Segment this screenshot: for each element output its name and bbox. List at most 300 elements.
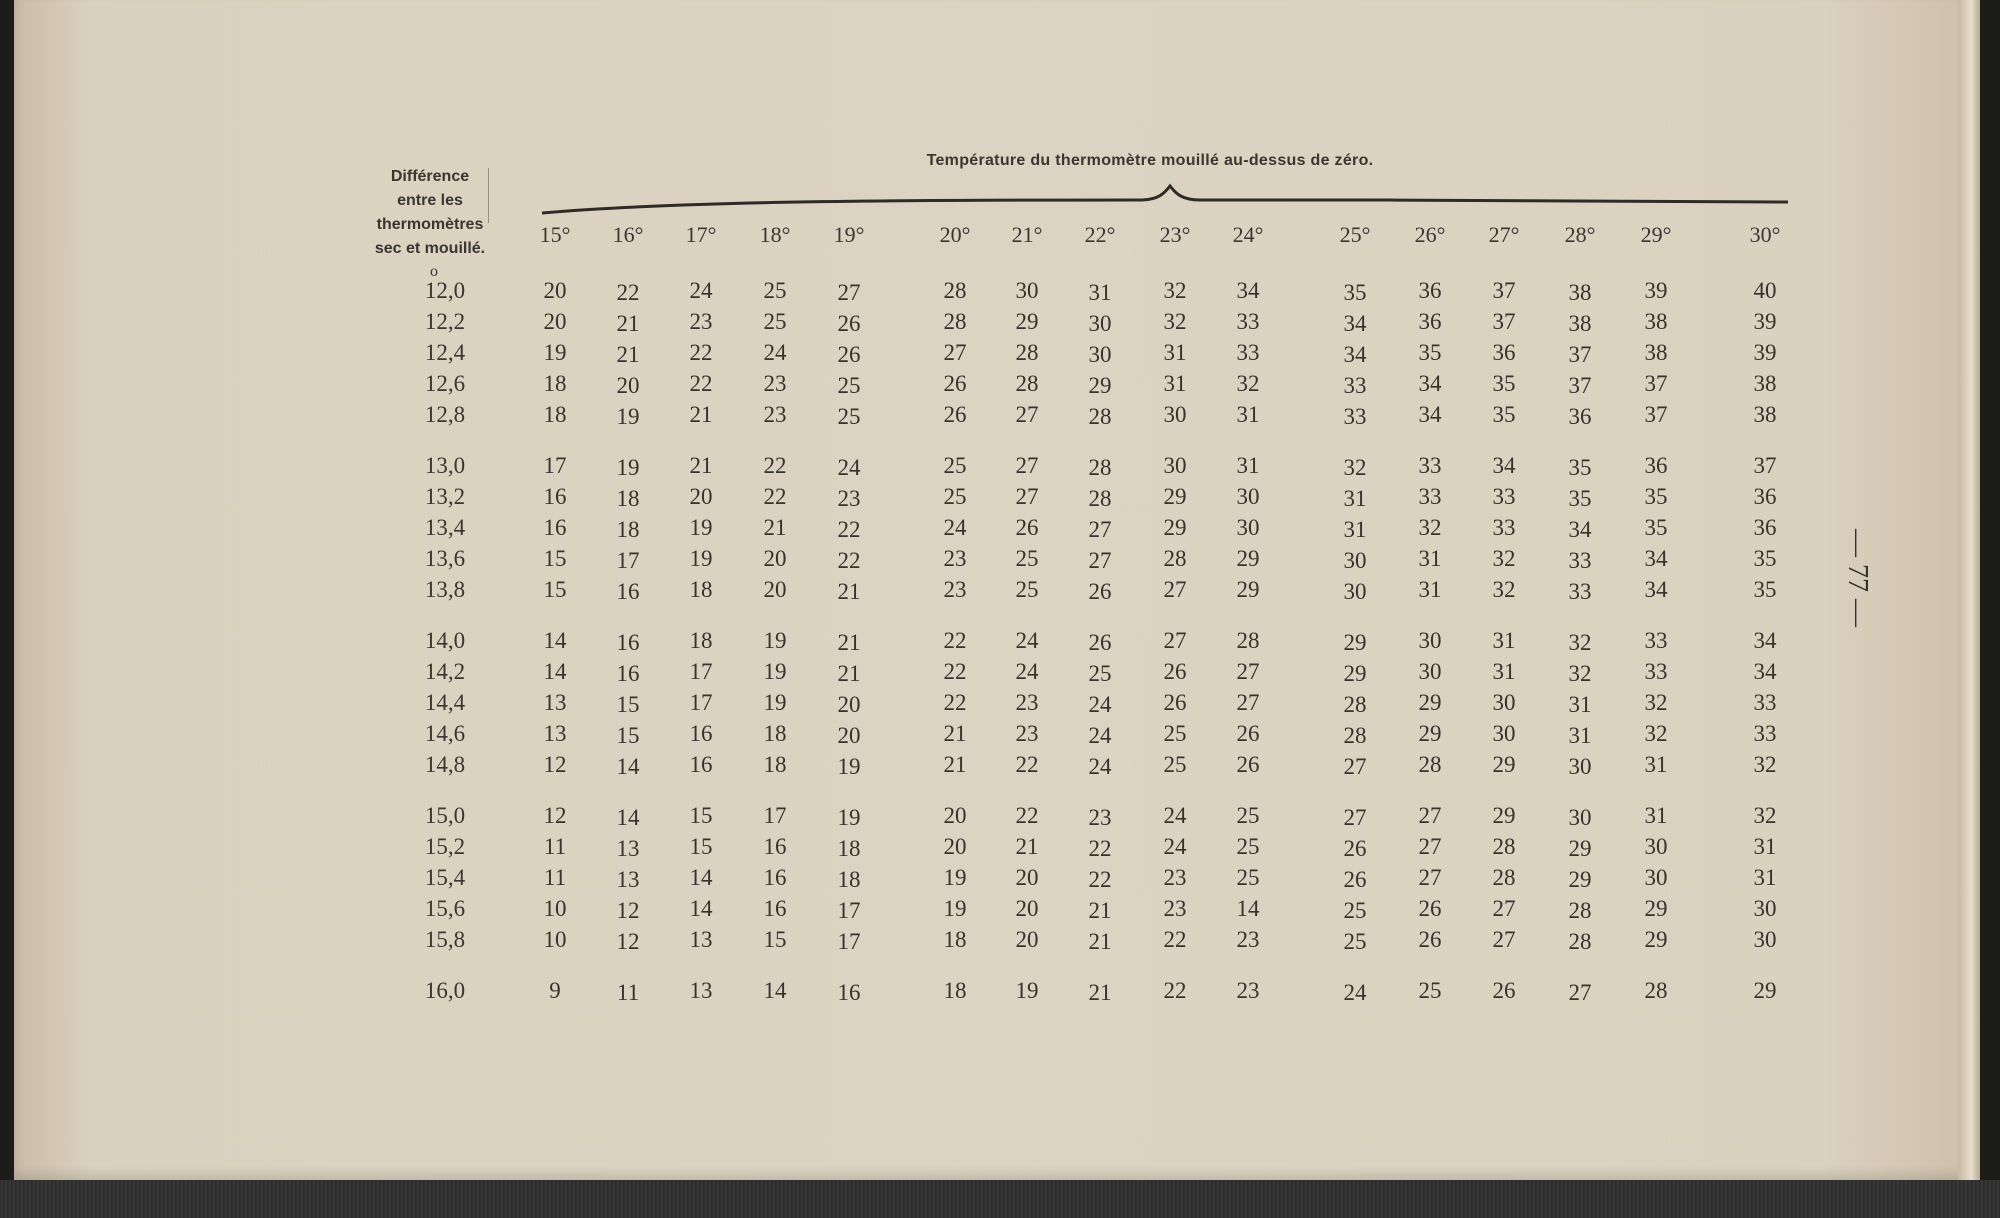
table-cell: 18 (543, 371, 567, 396)
table-cell: 33 (1753, 721, 1777, 746)
table-cell: 36 (1644, 453, 1668, 478)
table-cell: 31 (1343, 486, 1367, 511)
table-cell: 34 (1343, 342, 1367, 367)
table-cell: 32 (1163, 278, 1187, 303)
difference-value: 13,0 (424, 453, 466, 478)
table-cell: 37 (1644, 402, 1668, 427)
table-cell: 25 (837, 404, 861, 429)
table-cell: 31 (1644, 803, 1668, 828)
table-cell: 36 (1418, 309, 1442, 334)
table-cell: 13 (543, 690, 567, 715)
table-cell: 24 (943, 515, 967, 540)
table-cell: 17 (837, 929, 861, 954)
table-cell: 26 (837, 311, 861, 336)
table-cell: 27 (1418, 834, 1442, 859)
table-cell: 23 (1088, 805, 1112, 830)
table-cell: 30 (1088, 342, 1112, 367)
table-cell: 20 (1015, 865, 1039, 890)
table-cell: 28 (1568, 929, 1592, 954)
table-cell: 34 (1492, 453, 1516, 478)
table-cell: 21 (689, 402, 713, 427)
table-cell: 29 (1236, 546, 1260, 571)
table-cell: 17 (616, 548, 640, 573)
table-cell: 32 (1568, 630, 1592, 655)
table-cell: 27 (1418, 803, 1442, 828)
table-cell: 30 (1568, 754, 1592, 779)
table-cell: 27 (1343, 805, 1367, 830)
table-cell: 33 (1418, 453, 1442, 478)
table-cell: 28 (1568, 898, 1592, 923)
table-cell: 34 (1644, 577, 1668, 602)
table-cell: 22 (1163, 927, 1187, 952)
table-cell: 21 (943, 721, 967, 746)
table-cell: 30 (1088, 311, 1112, 336)
table-cell: 34 (1418, 371, 1442, 396)
difference-value: 12,2 (424, 309, 466, 334)
table-cell: 15 (616, 723, 640, 748)
table-cell: 25 (1418, 978, 1442, 1003)
table-cell: 14 (616, 805, 640, 830)
table-cell: 16 (616, 630, 640, 655)
table-cell: 23 (763, 371, 787, 396)
table-cell: 32 (1644, 721, 1668, 746)
table-cell: 13 (689, 978, 713, 1003)
table-cell: 25 (1236, 865, 1260, 890)
table-cell: 33 (1418, 484, 1442, 509)
table-cell: 29 (1418, 721, 1442, 746)
difference-value: 14,0 (424, 628, 466, 653)
difference-label-line-2: entre les (397, 192, 463, 209)
table-cell: 32 (1568, 661, 1592, 686)
temperature-header: 22° (1084, 222, 1116, 247)
table-cell: 29 (1015, 309, 1039, 334)
table-cell: 16 (763, 834, 787, 859)
table-cell: 25 (1163, 752, 1187, 777)
table-cell: 29 (1492, 803, 1516, 828)
table-cell: 32 (1492, 546, 1516, 571)
paper-page (14, 0, 1980, 1180)
table-cell: 30 (1418, 659, 1442, 684)
table-cell: 21 (1015, 834, 1039, 859)
table-cell: 26 (1163, 659, 1187, 684)
table-cell: 38 (1753, 371, 1777, 396)
table-cell: 18 (837, 867, 861, 892)
difference-value: 12,0 (424, 278, 466, 303)
table-cell: 20 (837, 723, 861, 748)
difference-column-header (330, 165, 530, 261)
table-cell: 36 (1753, 484, 1777, 509)
table-cell: 26 (1418, 927, 1442, 952)
difference-value: 14,8 (424, 752, 466, 777)
table-cell: 12 (616, 929, 640, 954)
table-cell: 16 (689, 721, 713, 746)
difference-value: 15,2 (424, 834, 466, 859)
table-cell: 19 (763, 628, 787, 653)
table-cell: 23 (1015, 721, 1039, 746)
temperature-header: 28° (1564, 222, 1596, 247)
table-cell: 29 (1236, 577, 1260, 602)
table-cell: 28 (1343, 692, 1367, 717)
table-cell: 13 (689, 927, 713, 952)
table-cell: 19 (943, 896, 967, 921)
table-cell: 28 (1492, 865, 1516, 890)
temperature-header: 23° (1159, 222, 1191, 247)
table-cell: 14 (763, 978, 787, 1003)
table-cell: 27 (1492, 896, 1516, 921)
temperature-header: 29° (1640, 222, 1672, 247)
table-cell: 22 (689, 371, 713, 396)
table-cell: 35 (1753, 577, 1777, 602)
table-cell: 13 (616, 836, 640, 861)
table-cell: 32 (1343, 455, 1367, 480)
table-cell: 36 (1492, 340, 1516, 365)
table-cell: 23 (837, 486, 861, 511)
table-cell: 37 (1492, 278, 1516, 303)
table-cell: 35 (1492, 402, 1516, 427)
table-cell: 19 (616, 404, 640, 429)
table-cell: 24 (1343, 980, 1367, 1005)
temperature-header: 16° (612, 222, 644, 247)
table-cell: 32 (1163, 309, 1187, 334)
table-cell: 36 (1753, 515, 1777, 540)
temperature-header: 24° (1232, 222, 1264, 247)
table-cell: 28 (1088, 404, 1112, 429)
table-cell: 30 (1644, 834, 1668, 859)
table-cell: 30 (1568, 805, 1592, 830)
temperature-header: 30° (1749, 222, 1781, 247)
table-cell: 26 (1088, 630, 1112, 655)
table-cell: 32 (1236, 371, 1260, 396)
temperature-header: 19° (833, 222, 865, 247)
table-cell: 31 (1088, 280, 1112, 305)
table-cell: 33 (1753, 690, 1777, 715)
table-cell: 17 (689, 659, 713, 684)
table-cell: 33 (1644, 628, 1668, 653)
table-cell: 39 (1753, 309, 1777, 334)
table-cell: 29 (1644, 896, 1668, 921)
table-cell: 26 (1343, 867, 1367, 892)
table-cell: 29 (1343, 661, 1367, 686)
table-cell: 28 (943, 278, 967, 303)
table-cell: 30 (1343, 548, 1367, 573)
table-cell: 19 (943, 865, 967, 890)
table-cell: 29 (1568, 836, 1592, 861)
difference-value: 13,4 (424, 515, 466, 540)
table-cell: 15 (543, 546, 567, 571)
table-cell: 33 (1343, 404, 1367, 429)
table-cell: 35 (1418, 340, 1442, 365)
difference-value: 15,0 (424, 803, 466, 828)
table-cell: 21 (689, 453, 713, 478)
table-cell: 18 (943, 927, 967, 952)
table-cell: 16 (616, 661, 640, 686)
table-cell: 26 (1163, 690, 1187, 715)
table-cell: 21 (837, 661, 861, 686)
table-cell: 32 (1753, 752, 1777, 777)
table-cell: 22 (837, 517, 861, 542)
table-cell: 27 (1088, 548, 1112, 573)
table-cell: 25 (763, 278, 787, 303)
page-edge (1958, 0, 1980, 1180)
table-cell: 27 (1343, 754, 1367, 779)
table-cell: 27 (1236, 659, 1260, 684)
table-cell: 19 (543, 340, 567, 365)
table-cell: 22 (1015, 752, 1039, 777)
table-cell: 27 (1163, 628, 1187, 653)
table-cell: 28 (1236, 628, 1260, 653)
table-cell: 15 (689, 834, 713, 859)
table-cell: 20 (1015, 896, 1039, 921)
table-cell: 24 (1088, 754, 1112, 779)
table-cell: 28 (1163, 546, 1187, 571)
table-cell: 16 (543, 515, 567, 540)
table-cell: 19 (1015, 978, 1039, 1003)
table-cell: 25 (1343, 929, 1367, 954)
table-cell: 17 (543, 453, 567, 478)
degree-mark: o (430, 263, 438, 280)
table-cell: 31 (1343, 517, 1367, 542)
table-cell: 12 (543, 803, 567, 828)
table-cell: 33 (1644, 659, 1668, 684)
table-cell: 30 (1343, 579, 1367, 604)
table-cell: 34 (1343, 311, 1367, 336)
table-cell: 33 (1568, 579, 1592, 604)
table-cell: 22 (943, 659, 967, 684)
difference-value: 13,8 (424, 577, 466, 602)
table-cell: 34 (1753, 659, 1777, 684)
table-cell: 16 (543, 484, 567, 509)
table-cell: 28 (1343, 723, 1367, 748)
table-cell: 14 (543, 628, 567, 653)
table-cell: 40 (1753, 278, 1777, 303)
header-separator (488, 168, 489, 223)
temperature-header: 15° (539, 222, 571, 247)
table-cell: 38 (1568, 280, 1592, 305)
table-cell: 31 (1236, 453, 1260, 478)
table-cell: 31 (1644, 752, 1668, 777)
table-cell: 21 (763, 515, 787, 540)
table-cell: 24 (837, 455, 861, 480)
table-cell: 30 (1163, 402, 1187, 427)
table-cell: 22 (763, 484, 787, 509)
difference-value: 13,2 (424, 484, 466, 509)
table-cell: 29 (1644, 927, 1668, 952)
table-cell: 27 (943, 340, 967, 365)
table-cell: 19 (689, 515, 713, 540)
table-cell: 27 (1088, 517, 1112, 542)
table-cell: 11 (543, 865, 567, 890)
difference-label-line-1: Différence (390, 168, 470, 185)
table-cell: 19 (837, 754, 861, 779)
table-cell: 18 (616, 517, 640, 542)
table-cell: 39 (1753, 340, 1777, 365)
difference-value: 12,4 (424, 340, 466, 365)
table-cell: 25 (1015, 577, 1039, 602)
table-cell: 26 (1015, 515, 1039, 540)
table-cell: 28 (1015, 340, 1039, 365)
table-cell: 38 (1568, 311, 1592, 336)
table-cell: 22 (943, 628, 967, 653)
temperature-header: 25° (1339, 222, 1371, 247)
difference-value: 14,4 (424, 690, 466, 715)
table-cell: 16 (763, 896, 787, 921)
table-cell: 24 (763, 340, 787, 365)
difference-value: 12,8 (424, 402, 466, 427)
table-cell: 16 (616, 579, 640, 604)
table-cell: 37 (1568, 373, 1592, 398)
difference-value: 14,2 (424, 659, 466, 684)
table-cell: 13 (616, 867, 640, 892)
table-cell: 18 (763, 721, 787, 746)
table-cell: 18 (837, 836, 861, 861)
table-cell: 27 (1236, 690, 1260, 715)
table-cell: 26 (1492, 978, 1516, 1003)
table-cell: 29 (1492, 752, 1516, 777)
table-cell: 28 (1644, 978, 1668, 1003)
table-cell: 34 (1236, 278, 1260, 303)
temperature-header: 20° (939, 222, 971, 247)
table-cell: 9 (549, 978, 561, 1003)
table-cell: 35 (1492, 371, 1516, 396)
difference-value: 15,4 (424, 865, 466, 890)
table-cell: 21 (1088, 898, 1112, 923)
table-cell: 20 (543, 278, 567, 303)
table-cell: 35 (1568, 486, 1592, 511)
table-cell: 33 (1568, 548, 1592, 573)
table-cell: 19 (689, 546, 713, 571)
table-cell: 22 (1088, 867, 1112, 892)
table-cell: 22 (689, 340, 713, 365)
table-cell: 34 (1418, 402, 1442, 427)
table-cell: 16 (689, 752, 713, 777)
table-cell: 23 (943, 577, 967, 602)
table-cell: 28 (1088, 455, 1112, 480)
table-cell: 20 (837, 692, 861, 717)
difference-label-line-3: thermomètres (376, 216, 484, 233)
table-cell: 33 (1236, 340, 1260, 365)
table-cell: 11 (543, 834, 567, 859)
table-cell: 24 (1088, 692, 1112, 717)
table-cell: 31 (1236, 402, 1260, 427)
table-cell: 15 (543, 577, 567, 602)
table-cell: 28 (1418, 752, 1442, 777)
table-cell: 14 (1236, 896, 1260, 921)
table-cell: 38 (1644, 309, 1668, 334)
table-cell: 20 (943, 834, 967, 859)
table-cell: 23 (1015, 690, 1039, 715)
table-cell: 36 (1418, 278, 1442, 303)
table-cell: 35 (1568, 455, 1592, 480)
difference-value: 15,8 (424, 927, 466, 952)
table-cell: 27 (1015, 402, 1039, 427)
table-cell: 17 (763, 803, 787, 828)
table-cell: 32 (1418, 515, 1442, 540)
table-cell: 25 (943, 453, 967, 478)
table-cell: 24 (1163, 803, 1187, 828)
table-cell: 26 (837, 342, 861, 367)
table-cell: 21 (1088, 929, 1112, 954)
table-cell: 25 (1015, 546, 1039, 571)
table-cell: 22 (1088, 836, 1112, 861)
difference-label-line-4: sec et mouillé. (374, 240, 486, 257)
table-cell: 30 (1015, 278, 1039, 303)
table-cell: 30 (1236, 484, 1260, 509)
temperature-header: 17° (685, 222, 717, 247)
table-cell: 35 (1644, 484, 1668, 509)
table-cell: 20 (689, 484, 713, 509)
table-cell: 15 (689, 803, 713, 828)
table-cell: 25 (763, 309, 787, 334)
table-cell: 20 (1015, 927, 1039, 952)
table-cell: 13 (543, 721, 567, 746)
table-cell: 31 (1418, 577, 1442, 602)
table-cell: 25 (837, 373, 861, 398)
table-cell: 35 (1343, 280, 1367, 305)
table-cell: 20 (616, 373, 640, 398)
table-cell: 19 (763, 659, 787, 684)
table-cell: 18 (763, 752, 787, 777)
table-cell: 15 (616, 692, 640, 717)
table-cell: 27 (1418, 865, 1442, 890)
table-cell: 21 (837, 630, 861, 655)
table-cell: 28 (1492, 834, 1516, 859)
table-cell: 24 (1015, 628, 1039, 653)
table-cell: 24 (1088, 723, 1112, 748)
table-cell: 22 (763, 453, 787, 478)
table-cell: 30 (1753, 927, 1777, 952)
table-cell: 26 (1418, 896, 1442, 921)
table-cell: 30 (1644, 865, 1668, 890)
table-cell: 27 (1568, 980, 1592, 1005)
difference-value: 15,6 (424, 896, 466, 921)
table-cell: 18 (943, 978, 967, 1003)
table-cell: 32 (1753, 803, 1777, 828)
table-cell: 38 (1644, 340, 1668, 365)
table-cell: 30 (1492, 721, 1516, 746)
table-cell: 32 (1492, 577, 1516, 602)
table-cell: 35 (1644, 515, 1668, 540)
temperature-header: 21° (1011, 222, 1043, 247)
table-cell: 33 (1236, 309, 1260, 334)
table-cell: 21 (1088, 980, 1112, 1005)
table-cell: 16 (837, 980, 861, 1005)
table-cell: 25 (1088, 661, 1112, 686)
table-cell: 32 (1644, 690, 1668, 715)
table-cell: 14 (616, 754, 640, 779)
table-cell: 23 (1236, 927, 1260, 952)
table-cell: 25 (943, 484, 967, 509)
table-cell: 22 (1015, 803, 1039, 828)
table-cell: 29 (1343, 630, 1367, 655)
book-cover-edge (0, 1180, 2000, 1218)
table-cell: 24 (1015, 659, 1039, 684)
table-cell: 18 (543, 402, 567, 427)
table-cell: 31 (1753, 834, 1777, 859)
table-cell: 28 (1015, 371, 1039, 396)
table-cell: 31 (1568, 692, 1592, 717)
table-cell: 29 (1753, 978, 1777, 1003)
table-cell: 24 (689, 278, 713, 303)
table-cell: 30 (1492, 690, 1516, 715)
table-cell: 23 (689, 309, 713, 334)
table-cell: 29 (1568, 867, 1592, 892)
table-cell: 19 (763, 690, 787, 715)
table-cell: 30 (1753, 896, 1777, 921)
table-cell: 27 (837, 280, 861, 305)
table-cell: 23 (1236, 978, 1260, 1003)
table-cell: 27 (1163, 577, 1187, 602)
table-cell: 22 (837, 548, 861, 573)
